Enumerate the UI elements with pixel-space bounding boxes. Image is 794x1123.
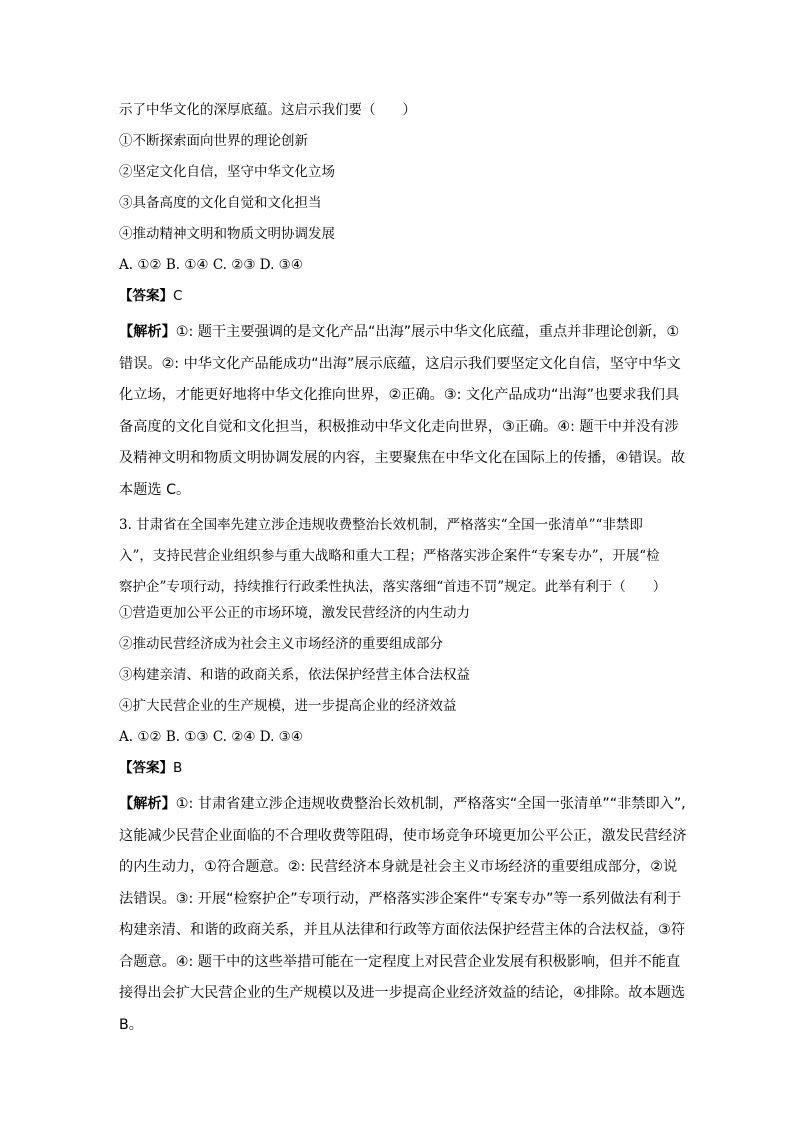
q3-analysis-line-2: 这能减少民营企业面临的不合理收费等阻碍，使市场竞争环境更加公平公正，激发民营经济 bbox=[119, 827, 687, 844]
q3-analysis-line-6: 合题意。④: 题干中的这些举措可能在一定程度上对民营企业发展有积极影响，但并不能直 bbox=[119, 953, 681, 970]
q3-analysis-line-7: 接得出会扩大民营企业的生产规模以及进一步提高企业经济效益的结论，④排除。故本题选 bbox=[119, 985, 686, 1001]
q3-stem-line-2: 入”，支持民营企业组织参与重大战略和重大工程；严格落实涉企案件“专案专办”，开展“检 bbox=[119, 548, 660, 564]
q2-analysis-line-3: 化立场，才能更好地将中华文化推向世界，②正确。③: 文化产品成功“出海”也要求我们具 bbox=[119, 387, 680, 403]
q2-stem-tail: 示了中华文化的深厚底蕴。这启示我们要（ ） bbox=[119, 102, 416, 118]
q2-option-1: ①不断探索面向世界的理论创新 bbox=[119, 133, 308, 149]
q3-option-1: ①营造更加公平公正的市场环境，激发民营经济的内生动力 bbox=[119, 605, 470, 621]
q3-analysis-line-4: 法错误。③: 开展“检察护企”专项行动，严格落实涉企案件“专案专办”等一系列做法有利于 bbox=[119, 890, 682, 907]
q2-analysis-line-1: ①: 题干主要强调的是文化产品“出海”展示中华文化底蕴，重点并非理论创新，① bbox=[175, 324, 680, 340]
q3-answer-value: B bbox=[173, 760, 183, 776]
q3-option-3: ③构建亲清、和谐的政商关系，依法保护经营主体合法权益 bbox=[119, 667, 470, 683]
q2-analysis-tag: 【解析】 bbox=[119, 324, 176, 340]
q2-analysis-line-5: 及精神文明和物质文明协调发展的内容，主要聚焦在中华文化在国际上的传播，④错误。故 bbox=[119, 450, 686, 466]
q3-option-4: ④扩大民营企业的生产规模，进一步提高企业的经济效益 bbox=[119, 698, 457, 714]
q3-stem bbox=[119, 510, 679, 603]
q2-option-2: ②坚定文化自信，坚守中华文化立场 bbox=[119, 164, 335, 180]
q3-option-2: ②推动民营经济成为社会主义市场经济的重要组成部分 bbox=[119, 636, 443, 652]
q3-analysis-line-1: ①: 甘肃省建立涉企违规收费整治长效机制，严格落实“全国一张清单”“非禁即入”, bbox=[175, 796, 686, 812]
q2-answer-value: C bbox=[173, 288, 183, 304]
q2-choices: A. ①② B. ①④ C. ②③ D. ③④ bbox=[119, 257, 303, 273]
q3-analysis-line-3: 的内生动力，①符合题意。②: 民营经济本身就是社会主义市场经济的重要组成部分，②说 bbox=[119, 859, 678, 875]
q3-analysis-line-8: B。 bbox=[119, 1016, 143, 1033]
q2-analysis-line-2: 错误。②: 中华文化产品能成功“出海”展示底蕴，这启示我们要坚定文化自信，坚守中华文 bbox=[119, 355, 681, 372]
document-page bbox=[119, 100, 687, 1045]
q3-analysis-tag: 【解析】 bbox=[119, 796, 176, 812]
q2-option-4: ④推动精神文明和物质文明协调发展 bbox=[119, 226, 335, 242]
q2-analysis bbox=[119, 317, 686, 506]
q2-option-3: ③具备高度的文化自觉和文化担当 bbox=[119, 195, 322, 211]
q3-answer-tag: 【答案】 bbox=[119, 760, 173, 776]
q2-answer bbox=[119, 286, 679, 306]
q2-analysis-line-6: 本题选 C。 bbox=[119, 481, 191, 498]
q3-choices: A. ①② B. ①③ C. ②④ D. ③④ bbox=[119, 729, 303, 745]
q3-analysis bbox=[119, 789, 687, 1041]
q3-stem-line-3: 察护企”专项行动，持续推行行政柔性执法，落实落细“首违不罚”规定。此举有利于（ ） bbox=[119, 579, 667, 595]
q3-stem-line-1: 3. 甘肃省在全国率先建立涉企违规收费整治长效机制，严格落实“全国一张清单”“非禁即 bbox=[119, 517, 643, 533]
q2-analysis-line-4: 备高度的文化自觉和文化担当，积极推动中华文化走向世界，③正确。④: 题干中并没有涉 bbox=[119, 418, 679, 435]
q2-answer-tag: 【答案】 bbox=[119, 288, 173, 304]
q3-answer bbox=[119, 758, 679, 778]
q3-analysis-line-5: 构建亲清、和谐的政商关系，并且从法律和行政等方面依法保护经营主体的合法权益，③符 bbox=[119, 922, 686, 938]
